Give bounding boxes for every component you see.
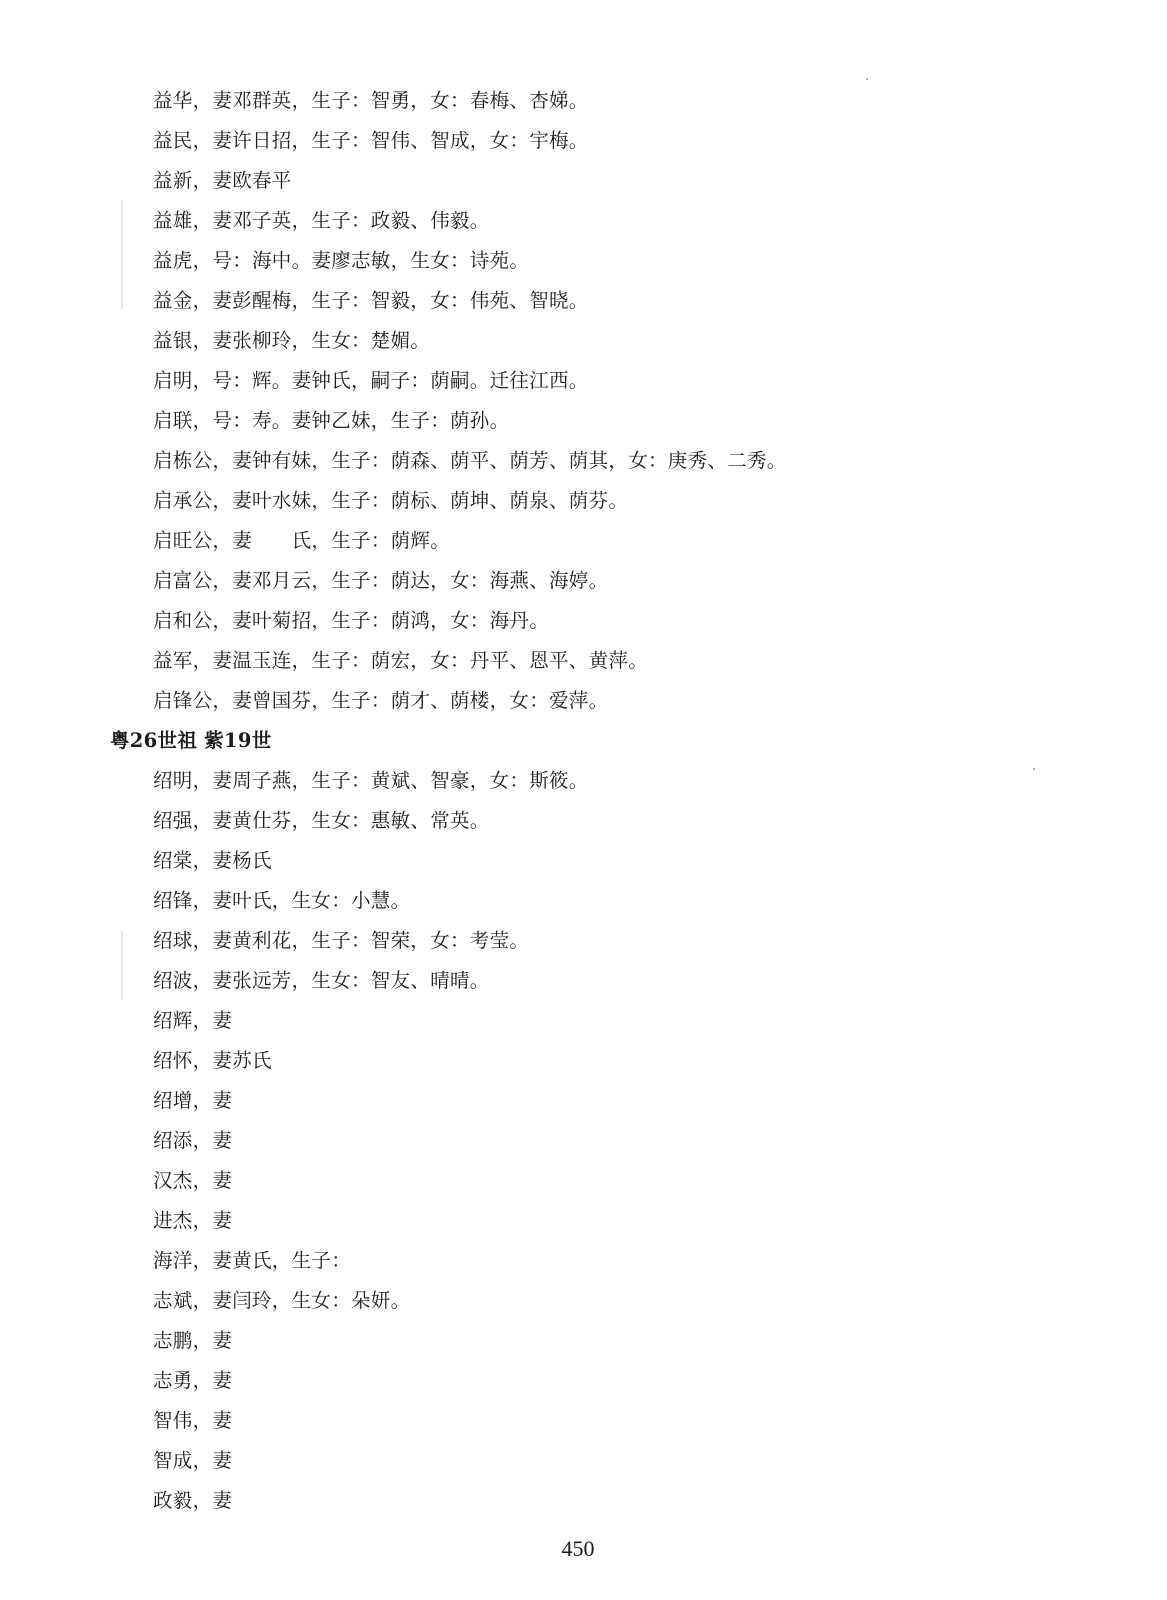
genealogy-entry: 绍怀，妻苏氏 bbox=[153, 1049, 272, 1072]
genealogy-entry: 志勇，妻 bbox=[153, 1369, 233, 1392]
genealogy-entry: 绍明，妻周子燕，生子：黄斌、智豪，女：斯筱。 bbox=[153, 769, 589, 792]
genealogy-entry: 益新，妻欧春平 bbox=[153, 169, 292, 192]
genealogy-entry: 益银，妻张柳玲，生女：楚媚。 bbox=[153, 329, 431, 352]
genealogy-entry: 益雄，妻邓子英，生子：政毅、伟毅。 bbox=[153, 209, 490, 232]
genealogy-entry: 智成，妻 bbox=[153, 1449, 233, 1472]
genealogy-entry: 绍增，妻 bbox=[153, 1089, 233, 1112]
genealogy-entry: 智伟，妻 bbox=[153, 1409, 233, 1432]
genealogy-entry: 益华，妻邓群英，生子：智勇，女：春梅、杏娣。 bbox=[153, 89, 589, 112]
scan-shadow bbox=[121, 200, 123, 310]
genealogy-entry: 绍添，妻 bbox=[153, 1129, 233, 1152]
genealogy-entry: 汉杰，妻 bbox=[153, 1169, 233, 1192]
genealogy-entry: 绍强，妻黄仕芬，生女：惠敏、常英。 bbox=[153, 809, 490, 832]
scan-shadow bbox=[121, 930, 123, 1000]
genealogy-entry: 绍棠，妻杨氏 bbox=[153, 849, 272, 872]
generation-heading: 粤26世祖 紫19世 bbox=[110, 729, 272, 752]
genealogy-entry: 绍球，妻黄利花，生子：智荣，女：考莹。 bbox=[153, 929, 530, 952]
genealogy-entry: 启栋公，妻钟有妹，生子：荫森、荫平、荫芳、荫其，女：庚秀、二秀。 bbox=[153, 449, 787, 472]
genealogy-entry: 启和公，妻叶菊招，生子：荫鸿，女：海丹。 bbox=[153, 609, 550, 632]
genealogy-entry: 启明，号：辉。妻钟氏，嗣子：荫嗣。迁往江西。 bbox=[153, 369, 589, 392]
genealogy-entry: 益金，妻彭醒梅，生子：智毅，女：伟苑、智晓。 bbox=[153, 289, 589, 312]
genealogy-entry: 启联，号：寿。妻钟乙妹，生子：荫孙。 bbox=[153, 409, 510, 432]
genealogy-entry: 益民，妻许日招，生子：智伟、智成，女：宇梅。 bbox=[153, 129, 589, 152]
page-number: 450 bbox=[561, 1536, 595, 1561]
genealogy-entry: 绍波，妻张远芳，生女：智友、晴晴。 bbox=[153, 969, 490, 992]
genealogy-entry: 启承公，妻叶水妹，生子：荫标、荫坤、荫泉、荫芬。 bbox=[153, 489, 629, 512]
genealogy-entry: 启富公，妻邓月云，生子：荫达，女：海燕、海婷。 bbox=[153, 569, 609, 592]
genealogy-entry: 益军，妻温玉连，生子：荫宏，女：丹平、恩平、黄萍。 bbox=[153, 649, 649, 672]
genealogy-entry: 政毅，妻 bbox=[153, 1489, 233, 1512]
genealogy-entry: 志斌，妻闫玲，生女：朵妍。 bbox=[153, 1289, 411, 1312]
genealogy-entry: 进杰，妻 bbox=[153, 1209, 233, 1232]
genealogy-entry: 志鹏，妻 bbox=[153, 1329, 233, 1352]
genealogy-entry: 海洋，妻黄氏，生子： bbox=[153, 1249, 352, 1272]
genealogy-entry: 绍锋，妻叶氏，生女：小慧。 bbox=[153, 889, 411, 912]
genealogy-entry: 启旺公，妻 氏，生子：荫辉。 bbox=[153, 529, 451, 552]
genealogy-entry: 启锋公，妻曾国芬，生子：荫才、荫楼，女：爱萍。 bbox=[153, 689, 609, 712]
genealogy-entry: 益虎，号：海中。妻廖志敏，生女：诗苑。 bbox=[153, 249, 530, 272]
scan-speck bbox=[1033, 768, 1035, 770]
genealogy-entry: 绍辉，妻 bbox=[153, 1009, 233, 1032]
scan-speck bbox=[866, 78, 868, 80]
